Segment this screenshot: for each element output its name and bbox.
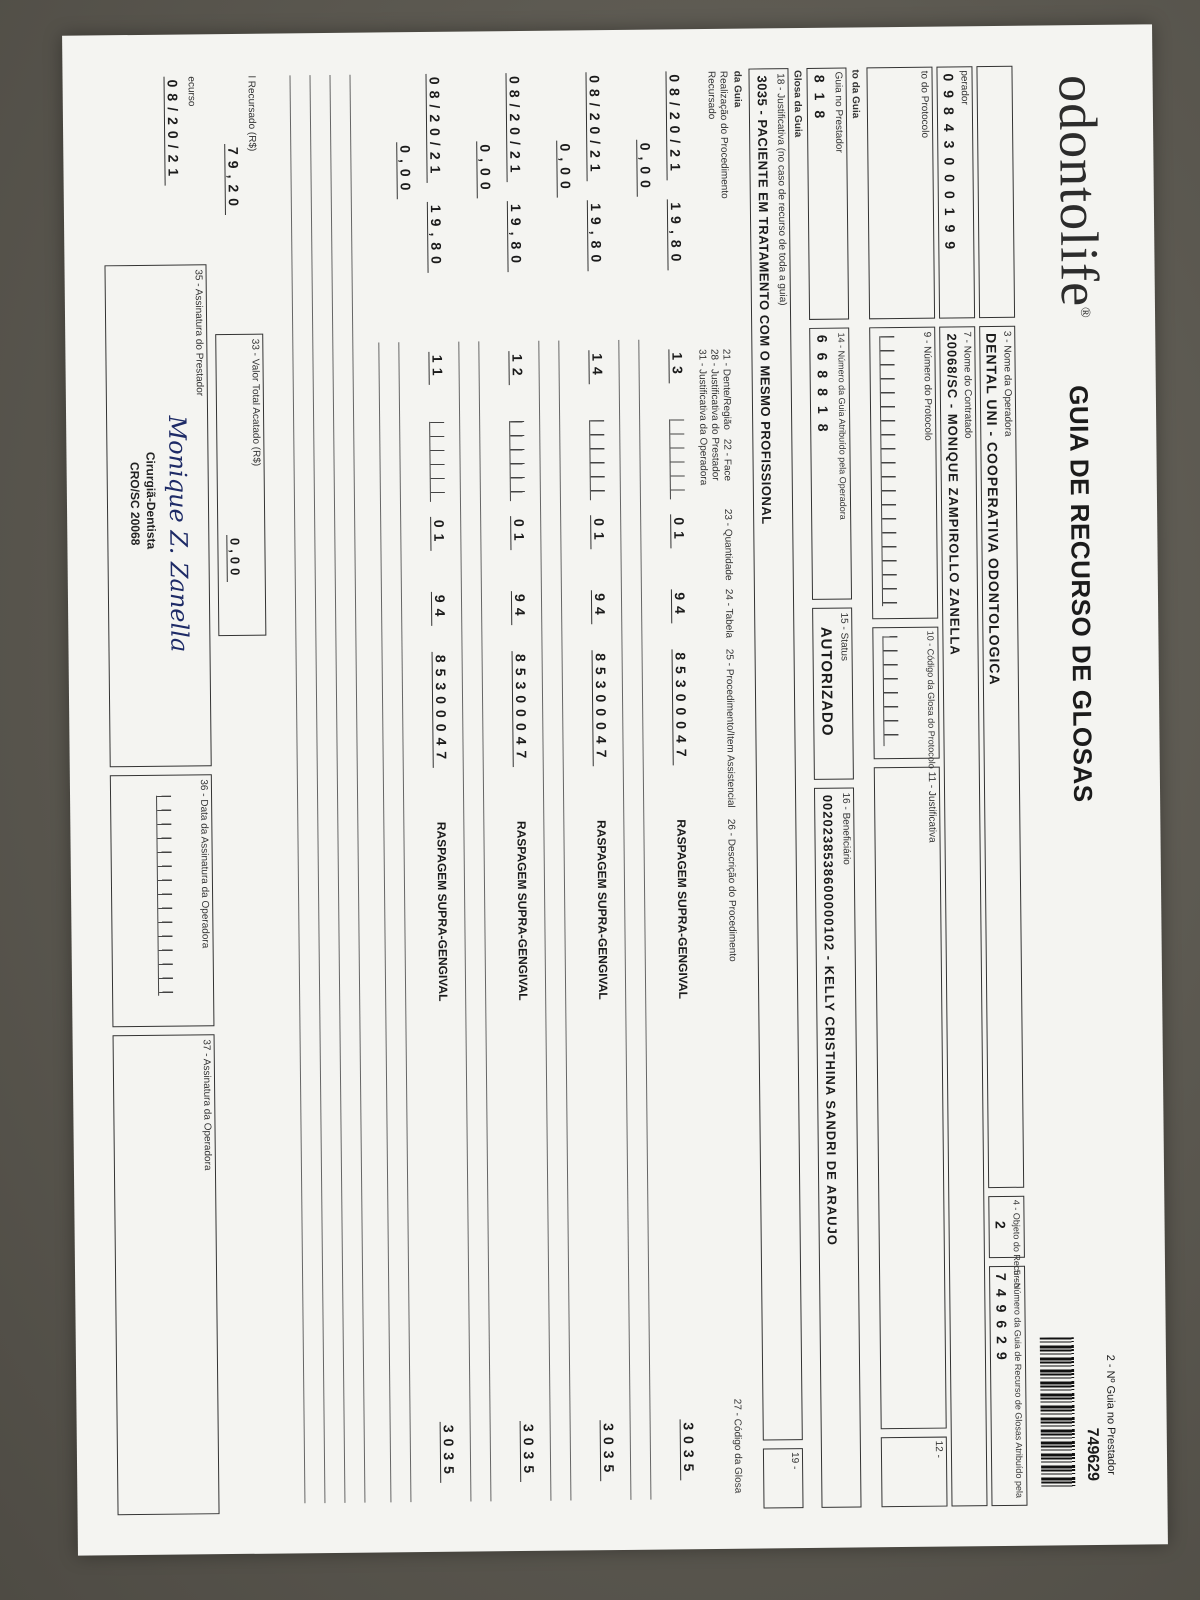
procedure-glosa: 3035 bbox=[600, 1420, 618, 1481]
acatado-box bbox=[215, 334, 266, 636]
nome-operadora-value: DENTAL UNI - COOPERATIVA ODONTOLOGICA bbox=[983, 332, 1003, 686]
numero-protocolo-ticks bbox=[879, 336, 897, 606]
header-recurso: Recursado bbox=[705, 70, 717, 120]
codigo-operadora-box bbox=[936, 66, 975, 318]
guia-prestador-short-label: Guia no Prestador bbox=[832, 71, 845, 153]
justificativa-operadora-line bbox=[378, 342, 391, 1502]
justificativa-operadora-line bbox=[458, 342, 471, 1502]
campo19-box bbox=[763, 1448, 804, 1508]
procedure-descricao: RASPAGEM SUPRA-GENGIVAL bbox=[514, 820, 531, 1001]
procedure-valor: 19,80 bbox=[667, 199, 685, 270]
campo19-label: 19 - bbox=[788, 1452, 801, 1470]
form-title: GUIA DE RECURSO DE GLOSAS bbox=[1063, 384, 1099, 803]
status-label: 15 - Status bbox=[838, 612, 850, 662]
prestador-signature: Monique Z. Zanella bbox=[163, 415, 194, 653]
header-realizacao: Realização do Procedimento bbox=[717, 70, 730, 199]
procedure-face-ticks bbox=[669, 419, 685, 499]
beneficiario-box bbox=[814, 787, 862, 1507]
paper-sheet bbox=[62, 24, 1168, 1555]
codigo-glosa-protocolo-label: 10 - Código da Glosa do Protocolo bbox=[925, 630, 937, 769]
stamp-cro: CRO/SC 20068 bbox=[127, 461, 143, 546]
procedure-recurso: 0,00 bbox=[556, 140, 574, 197]
guia-prestador-value: 818 bbox=[811, 74, 829, 129]
data-assinatura-operadora-label: 36 - Data da Assinatura da Operadora bbox=[197, 779, 211, 949]
numero-guia-recurso-value: 749629 bbox=[993, 1272, 1011, 1368]
campo12-label: 12 - bbox=[932, 1440, 945, 1458]
procedure-face-ticks bbox=[429, 422, 445, 502]
status-value: AUTORIZADO bbox=[817, 626, 836, 737]
procedures-section-label: da Guia bbox=[731, 70, 743, 108]
procedure-recurso: 0,00 bbox=[636, 140, 654, 197]
header-dente: 21 - Dente/Região bbox=[720, 348, 733, 431]
header-justificativa-operadora: 31 - Justificativa da Operadora bbox=[696, 349, 709, 486]
guia-prestador-box bbox=[806, 68, 849, 320]
numero-protocolo-box bbox=[869, 327, 938, 620]
nome-operadora-label: 3 - Nome da Operadora bbox=[1001, 330, 1014, 437]
header-justificativa-prestador: 28 - Justificativa do Prestador bbox=[708, 348, 721, 481]
objeto-recurso-label: 4 - Objeto do Recurso bbox=[1011, 1199, 1023, 1288]
campo12-box bbox=[881, 1437, 948, 1508]
justificativa-box bbox=[874, 767, 947, 1430]
procedure-codigo: 85300047 bbox=[672, 649, 690, 765]
acatado-value: 0,00 bbox=[226, 535, 242, 582]
procedure-tabela: 94 bbox=[511, 591, 528, 625]
header-face: 22 - Face bbox=[721, 438, 733, 482]
procedure-quantidade: 01 bbox=[510, 516, 527, 550]
header-codigo-glosa: 27 - Código da Glosa bbox=[731, 1398, 744, 1494]
procedure-codigo: 85300047 bbox=[432, 652, 450, 768]
procedure-glosa: 3035 bbox=[520, 1421, 538, 1482]
assinatura-prestador-label: 35 - Assinatura do Prestador bbox=[192, 269, 205, 397]
procedure-descricao: RASPAGEM SUPRA-GENGIVAL bbox=[594, 820, 611, 1000]
procedure-descricao: RASPAGEM SUPRA-GENGIVAL bbox=[674, 819, 691, 999]
justificativa-prestador-line bbox=[398, 342, 411, 1502]
beneficiario-label: 16 - Beneficiário bbox=[840, 792, 852, 865]
justificativa-label: 11 - Justificativa bbox=[925, 771, 938, 843]
header-tabela: 24 - Tabela bbox=[722, 588, 735, 639]
nome-contratado-value: 20068/SC - MONIQUE ZAMPIROLLO ZANELLA bbox=[944, 333, 963, 656]
procedure-tabela: 94 bbox=[671, 589, 688, 623]
guia-prestador-number: 749629 bbox=[1083, 1427, 1102, 1482]
header-procedimento: 25 - Procedimento/Item Assistencial bbox=[723, 648, 737, 808]
empty-row-line bbox=[289, 75, 305, 1503]
guia-prestador-label: 2 - Nº Guia no Prestador bbox=[1103, 1354, 1118, 1475]
numero-guia-recurso-label: 5 - Número da Guia de Recurso de Glosas Atribuído pela bbox=[1012, 1269, 1025, 1498]
odontolife-logo: odontolife® bbox=[1047, 74, 1110, 319]
empty-rows bbox=[1122, 55, 1137, 1515]
procedure-dente: 11 bbox=[428, 352, 445, 385]
protocolo-box bbox=[866, 67, 935, 320]
procedure-face-ticks bbox=[589, 420, 605, 500]
acatado-label: 33 - Valor Total Acatado (R$) bbox=[249, 338, 262, 467]
stamp-role: Cirurgiã-Dentista bbox=[143, 451, 159, 550]
assinatura-operadora-box bbox=[113, 1034, 220, 1515]
numero-guia-operadora-label: 14 - Número da Guia Atribuído pela Operadora bbox=[836, 332, 849, 520]
operadora-label: perador bbox=[958, 70, 970, 105]
justificativa-guia-box bbox=[748, 68, 802, 1440]
procedure-codigo: 85300047 bbox=[592, 650, 610, 766]
procedure-quantidade: 01 bbox=[430, 517, 447, 551]
justificativa-operadora-line bbox=[538, 341, 551, 1501]
procedure-recurso: 0,00 bbox=[396, 142, 414, 199]
objeto-recurso-box bbox=[988, 1196, 1025, 1288]
justificativa-operadora-line bbox=[618, 340, 631, 1500]
procedure-quantidade: 01 bbox=[670, 514, 687, 548]
procedure-glosa: 3035 bbox=[440, 1422, 458, 1483]
codigo-operadora-value: 09843000199 bbox=[940, 73, 959, 259]
justificativa-prestador-line bbox=[478, 341, 491, 1501]
procedure-date: 08/20/21 bbox=[665, 71, 683, 180]
procedure-dente: 12 bbox=[508, 351, 525, 385]
nome-operadora-box bbox=[979, 326, 1024, 1188]
barcode bbox=[1040, 1337, 1076, 1487]
assinatura-operadora-label: 37 - Assinatura da Operadora bbox=[200, 1039, 213, 1171]
protocolo-label: to do Protocolo bbox=[918, 70, 931, 139]
registro-ans-box bbox=[976, 66, 1015, 318]
numero-guia-operadora-box bbox=[809, 328, 852, 600]
justificativa-prestador-line bbox=[558, 341, 571, 1501]
procedure-date: 08/20/21 bbox=[425, 74, 443, 183]
procedure-codigo: 85300047 bbox=[512, 651, 530, 767]
empty-row-line bbox=[329, 75, 345, 1503]
header-descricao: 26 - Descrição do Procedimento bbox=[725, 818, 738, 962]
procedure-descricao: RASPAGEM SUPRA-GENGIVAL bbox=[434, 821, 451, 1002]
empty-row-line bbox=[349, 75, 365, 1503]
procedure-dente: 13 bbox=[668, 349, 685, 383]
procedure-valor: 19,80 bbox=[427, 202, 445, 273]
procedure-date: 08/20/21 bbox=[585, 72, 603, 181]
recursado-label: l Recursado (R$) bbox=[245, 75, 258, 152]
procedure-tabela: 94 bbox=[431, 592, 448, 626]
procedure-date: 08/20/21 bbox=[505, 73, 523, 182]
assinatura-prestador-box bbox=[104, 264, 211, 767]
procedure-valor: 19,80 bbox=[507, 201, 525, 272]
data-assinatura-ticks bbox=[156, 796, 173, 996]
nome-contratado-label: 7 - Nome do Contratado bbox=[961, 331, 974, 439]
codigo-glosa-ticks bbox=[882, 636, 898, 746]
procedure-quantidade: 01 bbox=[590, 515, 607, 549]
glosa-guia-label: Glosa da Guia bbox=[791, 69, 804, 138]
justificativa-prestador-line bbox=[638, 340, 651, 1500]
header-quantidade: 23 - Quantidade bbox=[722, 508, 734, 581]
procedure-valor: 19,80 bbox=[587, 200, 605, 271]
data-recurso-value: 08/20/21 bbox=[164, 77, 182, 186]
guia-section-label: to da Guia bbox=[849, 69, 861, 119]
glosa-form bbox=[92, 55, 1137, 1526]
numero-guia-operadora-value: 668818 bbox=[814, 334, 832, 442]
procedure-face-ticks bbox=[509, 421, 525, 501]
numero-guia-recurso-box bbox=[989, 1266, 1028, 1506]
data-recurso-label: ecurso bbox=[185, 76, 197, 107]
status-box bbox=[812, 608, 854, 780]
procedure-recurso: 0,00 bbox=[476, 141, 494, 198]
beneficiario-value: 0020238538600000102 - KELLY CRISTHINA SANDRI DE ARAUJO bbox=[820, 794, 840, 1246]
objeto-recurso-value: 2 bbox=[992, 1220, 1009, 1230]
empty-row-line bbox=[309, 75, 325, 1503]
codigo-glosa-protocolo-box bbox=[872, 627, 939, 769]
numero-protocolo-label: 9 - Número do Protocolo bbox=[921, 331, 934, 441]
justificativa-guia-label: 18 - Justificativa (no caso de recurso de toda a guia) bbox=[774, 73, 788, 306]
procedure-tabela: 94 bbox=[591, 590, 608, 624]
justificativa-guia-value: 3035 - PACIENTE EM TRATAMENTO COM O MESMO PROFISSIONAL bbox=[754, 75, 775, 525]
data-assinatura-operadora-box bbox=[110, 774, 215, 1027]
procedure-glosa: 3035 bbox=[680, 1419, 698, 1480]
procedure-dente: 14 bbox=[588, 350, 605, 384]
recursado-value: 79,20 bbox=[224, 144, 242, 215]
